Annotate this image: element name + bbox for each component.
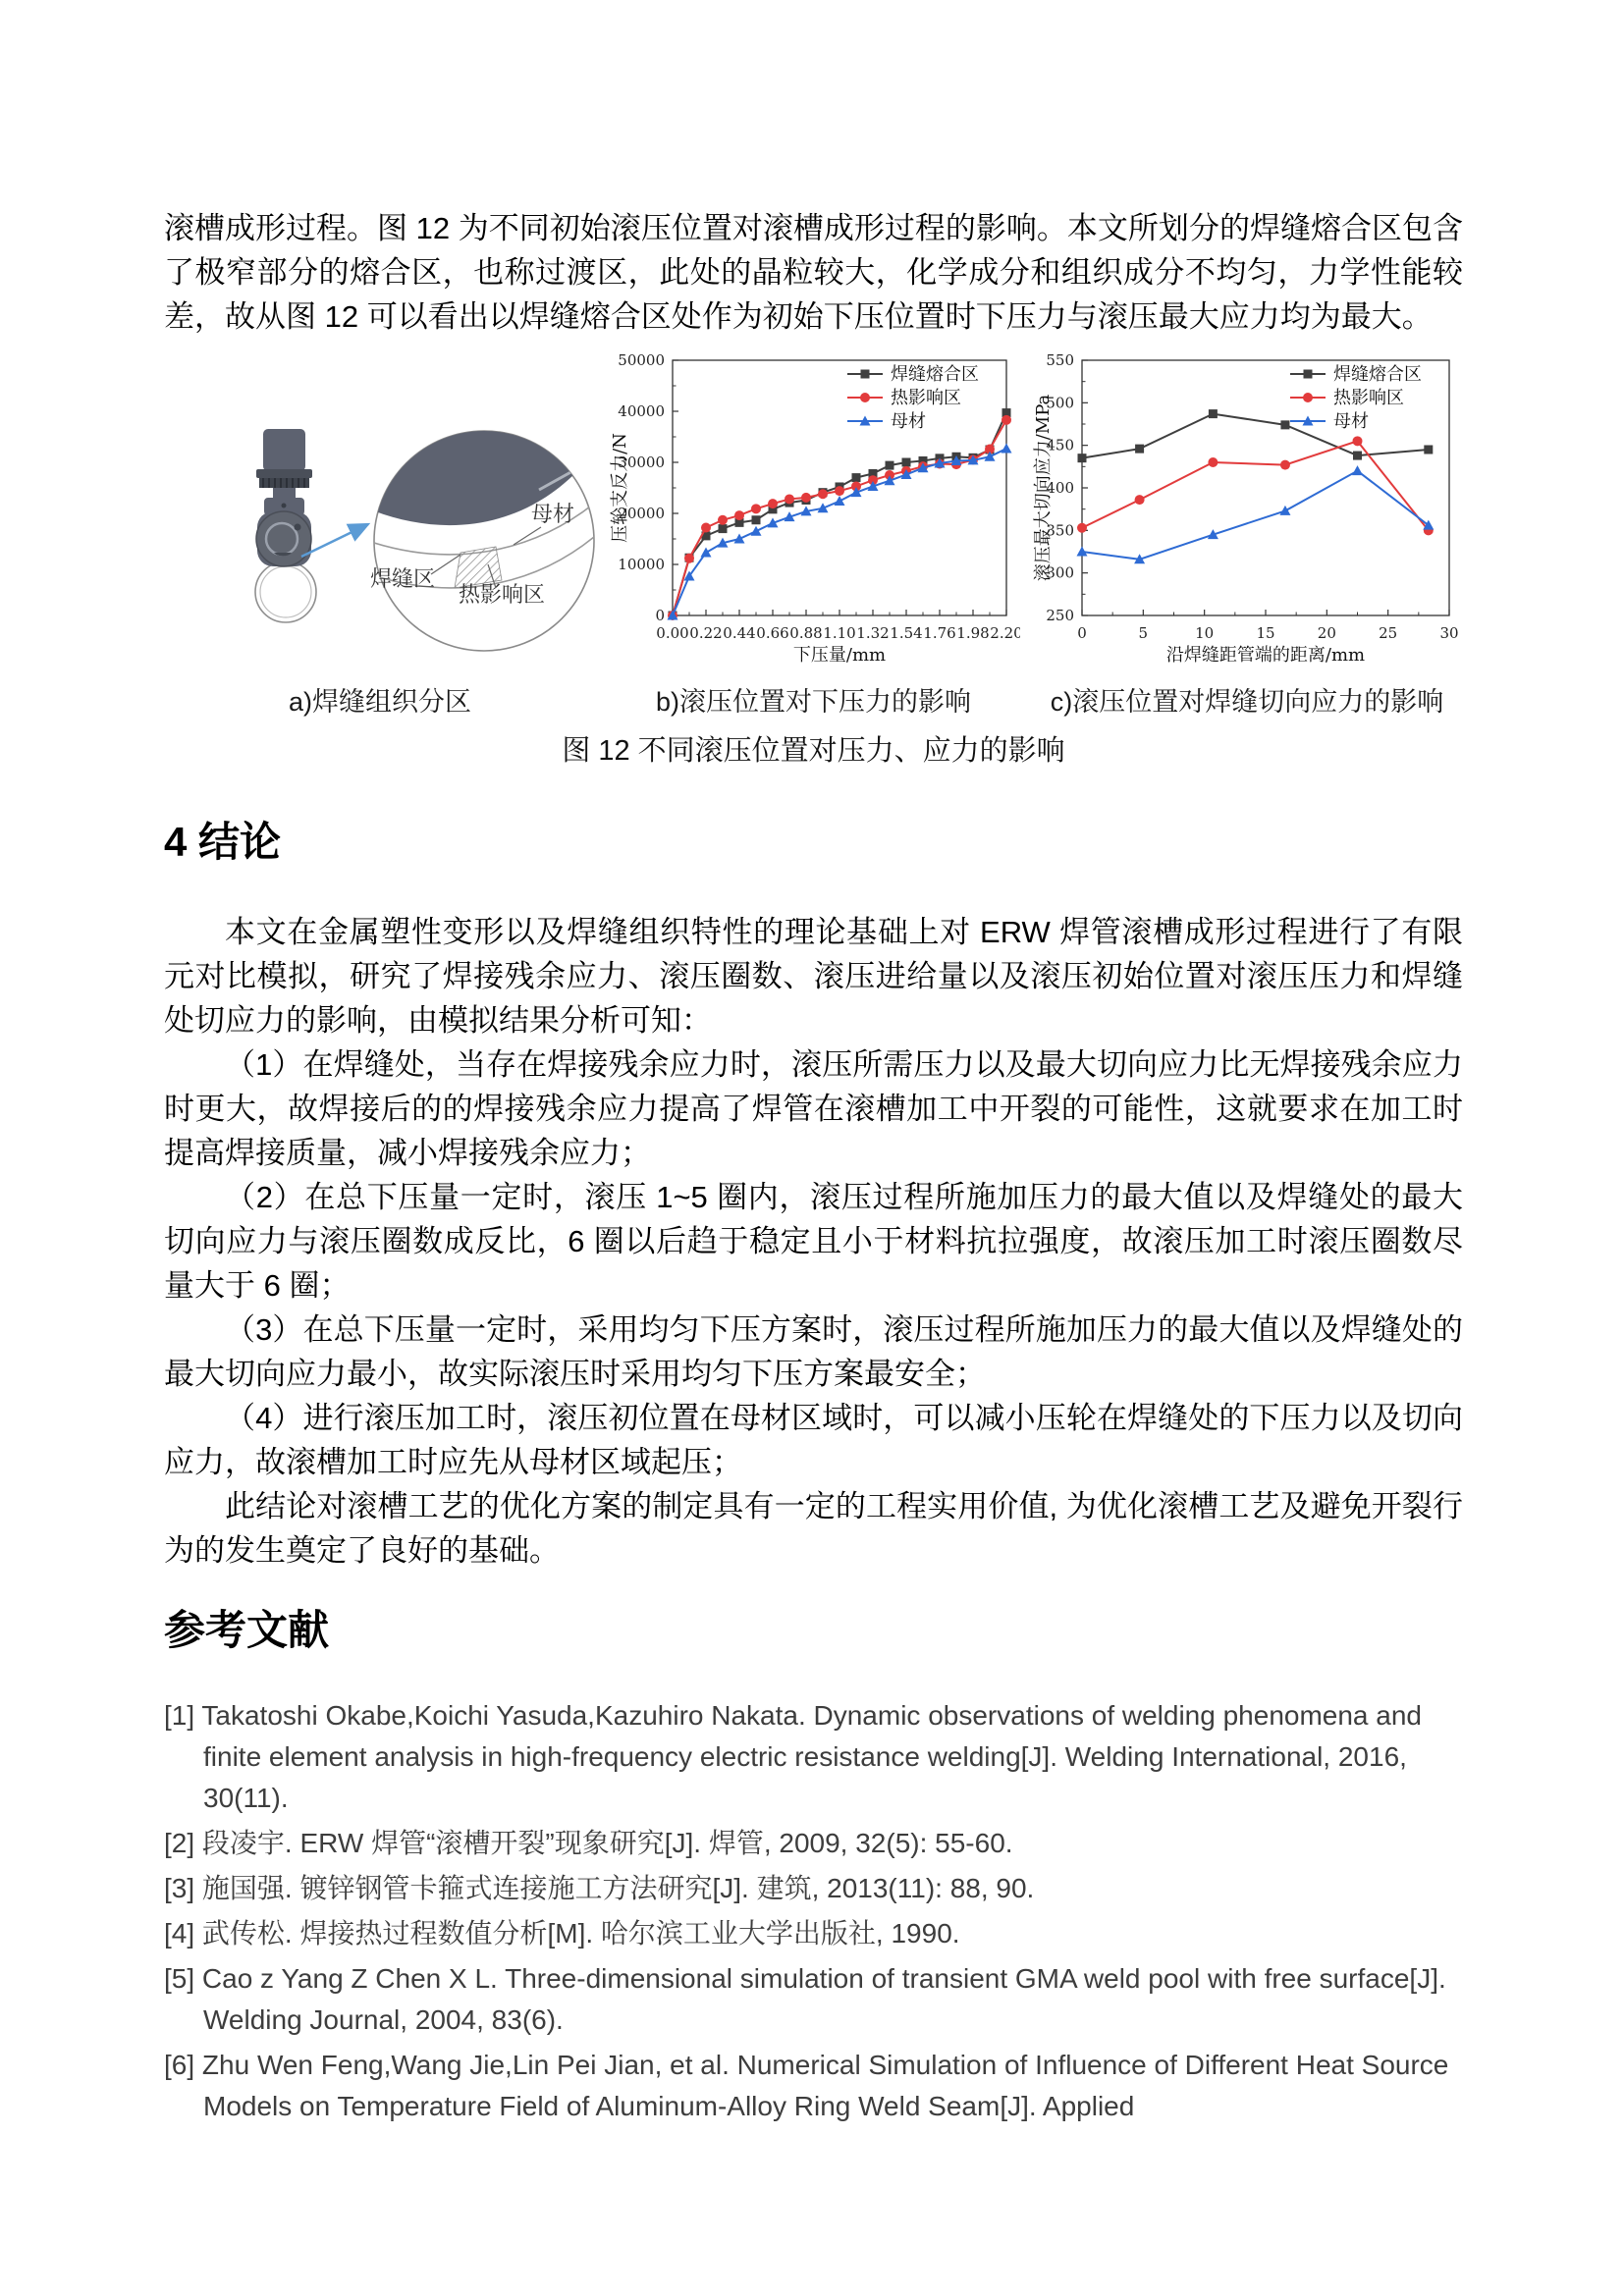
subfigure-a — [164, 345, 596, 675]
legend-label: 焊缝熔合区 — [890, 364, 979, 385]
caption-a: a)焊缝组织分区 — [288, 687, 471, 717]
conclusion-heading: 4 结论 — [164, 819, 282, 865]
y-tick-label: 300 — [1046, 563, 1074, 582]
chart-tangential-stress — [1031, 345, 1463, 670]
x-tick-label: 1.10 — [822, 624, 856, 642]
reference-4: [4] 武传松. 焊接热过程数值分析[M]. 哈尔滨工业大学出版社, 1990. — [164, 1917, 960, 1949]
x-axis-label: 下压量/mm — [792, 645, 886, 666]
y-tick-label: 500 — [1046, 394, 1074, 412]
x-tick-label: 0.88 — [788, 624, 823, 642]
x-axis-label: 沿焊缝距管端的距离/mm — [1165, 645, 1366, 666]
haz-label: 热影响区 — [459, 582, 546, 607]
conclusion-point-4: （4）进行滚压加工时，滚压初位置在母材区域时，可以减小压轮在焊缝处的下压力以及切向应力，故滚槽加工时应先从母材区域起压； — [164, 1401, 1463, 1480]
y-axis-label: 滚压最大切向应力/MPa — [1033, 394, 1054, 582]
x-tick-label: 30 — [1439, 624, 1459, 642]
references-list — [164, 1695, 1463, 2127]
legend-label: 母材 — [890, 411, 926, 432]
chart-roll-force — [608, 345, 1020, 670]
legend-label: 热影响区 — [1333, 388, 1404, 408]
references-heading: 参考文献 — [164, 1607, 330, 1654]
x-tick-label: 0.00 — [655, 624, 689, 642]
figure-12-row — [164, 345, 1463, 670]
y-tick-label: 40000 — [617, 402, 665, 420]
roller-tool-illustration — [256, 429, 312, 566]
y-tick-label: 250 — [1046, 607, 1074, 624]
conclusion-point-3: （3）在总下压量一定时，采用均匀下压方案时，滚压过程所施加压力的最大值以及焊缝处的最大切向应力最小，故实际滚压时采用均匀下压方案最安全； — [164, 1312, 1463, 1392]
legend-label: 焊缝熔合区 — [1333, 364, 1422, 385]
reference-2: [2] 段凌宇. ERW 焊管“滚槽开裂”现象研究[J]. 焊管, 2009, 32(5): 55-60. — [164, 1827, 1013, 1858]
x-tick-label: 0.22 — [688, 624, 723, 642]
x-tick-label: 0.66 — [755, 624, 789, 642]
reference-6: [6] Zhu Wen Feng,Wang Jie,Lin Pei Jian, et al. Numerical Simulation of Influence of Different Heat Source Models on Temperature Field of Aluminum-Alloy Ring Weld Seam[J]. Applied — [164, 2049, 1449, 2121]
conclusion-point-2: （2）在总下压量一定时，滚压 1~5 圈内，滚压过程所施加压力的最大值以及焊缝处的最大切向应力与滚压圈数成反比，6 圈以后趋于稳定且小于材料抗拉强度，故滚压加工时滚压圈数尽量大于 6 圈； — [164, 1180, 1463, 1304]
x-tick-label: 5 — [1138, 624, 1149, 642]
figure-12-caption: 图 12 不同滚压位置对压力、应力的影响 — [562, 735, 1065, 767]
y-tick-label: 550 — [1046, 351, 1074, 369]
x-tick-label: 1.54 — [889, 624, 923, 642]
x-tick-label: 25 — [1379, 624, 1398, 642]
reference-5: [5] Cao z Yang Z Chen X L. Three-dimensional simulation of transient GMA weld pool with free surface[J]. Welding Journal, 2004, 83(6). — [164, 1962, 1446, 2035]
conclusion-closing: 此结论对滚槽工艺的优化方案的制定具有一定的工程实用价值, 为优化滚槽工艺及避免开裂行为的发生奠定了良好的基础。 — [164, 1489, 1463, 1569]
weld-zone-label: 焊缝区 — [370, 566, 436, 591]
caption-b: b)滚压位置对下压力的影响 — [655, 687, 971, 717]
subfigure-b — [608, 345, 1020, 675]
x-tick-label: 1.32 — [855, 624, 890, 642]
y-tick-label: 10000 — [617, 556, 665, 573]
intro-paragraph: 滚槽成形过程。图 12 为不同初始滚压位置对滚槽成形过程的影响。本文所划分的焊缝熔合区包含了极窄部分的熔合区，也称过渡区，此处的晶粒较大，化学成分和组织成分不均匀，力学性能较差，故从图 12 可以看出以焊缝熔合区处作为初始下压位置时下压力与滚压最大应力均为最大。 — [164, 211, 1463, 334]
page-content — [164, 0, 1463, 2131]
y-tick-label: 20000 — [617, 505, 665, 522]
x-tick-label: 1.76 — [922, 624, 956, 642]
x-tick-label: 10 — [1195, 624, 1215, 642]
x-tick-label: 15 — [1256, 624, 1275, 642]
x-tick-label: 1.98 — [955, 624, 990, 642]
y-tick-label: 400 — [1046, 479, 1074, 497]
x-tick-label: 0 — [1077, 624, 1087, 642]
y-tick-label: 450 — [1046, 436, 1074, 454]
subfigure-c — [1031, 345, 1463, 675]
reference-3: [3] 施国强. 镀锌钢管卡箍式连接施工方法研究[J]. 建筑, 2013(11): 88, 90. — [164, 1872, 1035, 1903]
conclusion-paragraph: 本文在金属塑性变形以及焊缝组织特性的理论基础上对 ERW 焊管滚槽成形过程进行了有限元对比模拟，研究了焊接残余应力、滚压圈数、滚压进给量以及滚压初始位置对滚压压力和焊缝处切应力的影响，由模拟结果分析可知： — [164, 915, 1463, 1039]
y-tick-label: 50000 — [617, 351, 665, 369]
y-axis-label: 压轮支反力/N — [609, 433, 630, 543]
x-tick-label: 2.20 — [989, 624, 1020, 642]
legend-label: 母材 — [1333, 411, 1369, 432]
y-tick-label: 350 — [1046, 521, 1074, 540]
magnified-weld-circle — [370, 403, 596, 651]
y-tick-label: 0 — [654, 607, 665, 624]
legend-label: 热影响区 — [890, 388, 961, 408]
reference-1: [1] Takatoshi Okabe,Koichi Yasuda,Kazuhiro Nakata. Dynamic observations of welding phenomena and finite element analysis in high-frequency electric resistance welding[J]. Welding International, 2016, 30(11). — [164, 1699, 1422, 1813]
base-metal-label: 母材 — [531, 502, 575, 526]
conclusion-point-1: （1）在焊缝处，当存在焊接残余应力时，滚压所需压力以及最大切向应力比无焊接残余应力时更大，故焊接后的的焊接残余应力提高了焊管在滚槽加工中开裂的可能性，这就要求在加工时提高焊接质量，减小焊接残余应力； — [164, 1047, 1463, 1171]
weld-structure-diagram — [164, 345, 596, 670]
x-tick-label: 0.44 — [722, 624, 756, 642]
x-tick-label: 20 — [1317, 624, 1336, 642]
caption-c: c)滚压位置对焊缝切向应力的影响 — [1050, 687, 1444, 717]
subcaption-row — [164, 680, 1463, 719]
pipe-ring — [255, 561, 316, 622]
y-tick-label: 30000 — [617, 454, 665, 471]
